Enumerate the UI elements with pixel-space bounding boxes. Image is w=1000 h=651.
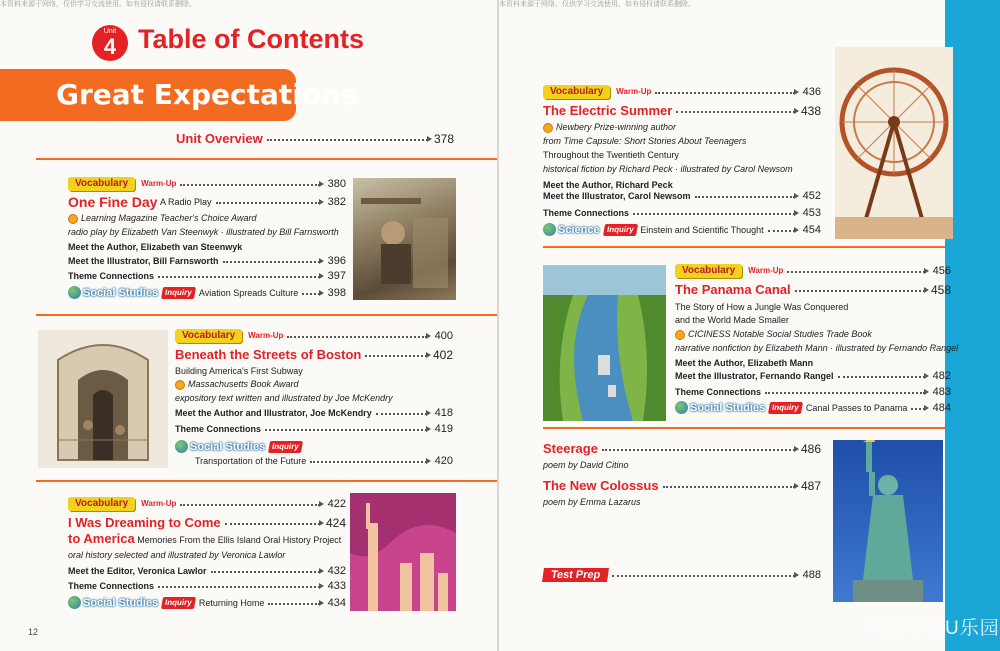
toc-entry-dreaming[interactable]: I Was Dreaming to Come 424	[68, 515, 346, 530]
from-line: from Time Capsule: Short Stories About Teenagers	[543, 136, 747, 146]
toc-entry-test-prep[interactable]: Test Prep 488	[543, 568, 821, 582]
divider	[36, 480, 497, 482]
divider	[543, 246, 945, 248]
page-number: 12	[28, 627, 39, 637]
entry-title: Unit Overview	[176, 131, 263, 146]
toc-entry-panama-canal[interactable]: The Panama Canal 458	[675, 282, 951, 297]
toc-entry-meet-author[interactable]: Meet the Author and Illustrator, Joe McKendry 418	[175, 407, 453, 419]
award-line: Learning Magazine Teacher's Choice Award	[68, 212, 257, 224]
unit-banner	[0, 69, 358, 121]
toc-entry-inquiry[interactable]: Transportation of the Future 420	[195, 455, 453, 467]
toc-entry-vocab[interactable]: Vocabulary Warm-Up 456	[675, 264, 951, 278]
entry-page: 378	[433, 132, 454, 146]
toc-entry-inquiry[interactable]: Social Studies Inquiry Returning Home 434	[68, 596, 346, 609]
globe-icon	[68, 286, 81, 299]
toc-entry-new-colossus[interactable]: The New Colossus 487	[543, 478, 821, 493]
award-icon	[175, 380, 185, 390]
right-page	[499, 0, 959, 651]
credit-line: radio play by Elizabeth Van Steenwyk · illustrated by Bill Farnsworth	[68, 227, 339, 237]
credit-line: poem by David Citino	[543, 460, 629, 470]
unit-label: Unit	[103, 28, 117, 35]
toc-entry-steerage[interactable]: Steerage 486	[543, 441, 821, 456]
entry-page: 380	[327, 178, 346, 190]
award-line: CICINESS Notable Social Studies Trade Book	[675, 328, 872, 340]
globe-icon	[68, 596, 81, 609]
subway-tunnel-illustration	[38, 330, 168, 468]
toc-entry-vocab[interactable]	[68, 177, 346, 191]
meet-author: Meet the Author, Elizabeth Mann	[675, 358, 814, 368]
top-note: 本资料来源于网络，仅供学习交流使用。如有侵权请联系删除。	[499, 1, 695, 8]
toc-entry-vocab[interactable]: Vocabulary Warm-Up 400	[175, 329, 453, 343]
entry-title: One Fine Day	[68, 194, 158, 210]
toc-entry-meet-illustrator[interactable]: Meet the Illustrator, Bill Farnsworth 396	[68, 255, 346, 267]
award-icon	[543, 123, 553, 133]
from-line-2: Throughout the Twentieth Century	[543, 150, 679, 160]
toc-entry-unit-overview[interactable]	[176, 133, 454, 145]
toc-entry-vocab[interactable]: Vocabulary Warm-Up 422	[68, 497, 346, 511]
panama-canal-illustration	[543, 265, 666, 421]
toc-entry-meet-editor[interactable]: Meet the Editor, Veronica Lawlor 432	[68, 565, 346, 577]
award-icon	[68, 214, 78, 224]
divider	[543, 427, 945, 429]
toc-entry-inquiry[interactable]: Social Studies Inquiry Canal Passes to Panama 484	[675, 401, 951, 414]
meet-author: Meet the Author, Elizabeth van Steenwyk	[68, 242, 243, 252]
toc-entry-electric-summer[interactable]: The Electric Summer 438	[543, 103, 821, 118]
unit-banner-title: Great Expectations	[56, 78, 358, 111]
subtitle-2: and the World Made Smaller	[675, 315, 789, 325]
warmup-label: Warm-Up	[248, 331, 284, 340]
subtitle: The Story of How a Jungle Was Conquered	[675, 302, 849, 312]
award-line: Newbery Prize-winning author	[543, 121, 676, 133]
inquiry-label: Social Studies Inquiry	[175, 440, 306, 453]
toc-entry-theme[interactable]: Theme Connections 397	[68, 270, 346, 282]
toc-entry-theme[interactable]: Theme Connections 433	[68, 580, 346, 592]
left-page	[0, 0, 497, 651]
vocab-tag: Vocabulary	[175, 329, 242, 343]
warmup-label: Warm-Up	[141, 179, 177, 188]
entry-page: 382	[327, 196, 346, 208]
award-icon	[675, 330, 685, 340]
globe-icon	[675, 401, 688, 414]
globe-icon	[175, 440, 188, 453]
inquiry-tag: Inquiry	[161, 287, 196, 299]
top-note: 本资料来源于网络，仅供学习交流使用。如有侵权请联系删除。	[0, 1, 196, 8]
toc-title: Table of Contents	[138, 24, 364, 54]
statue-of-liberty-illustration	[350, 493, 456, 611]
credit-line: oral history selected and illustrated by Veronica Lawlor	[68, 550, 286, 560]
divider	[36, 158, 497, 160]
subject-label: Social Studies	[83, 286, 159, 299]
toc-entry-theme[interactable]: Theme Connections 419	[175, 423, 453, 435]
divider	[36, 314, 497, 316]
meet-author: Meet the Author, Richard Peck	[543, 180, 673, 190]
watermark: 啊啊学语U乐园	[865, 618, 1000, 639]
credit-line: historical fiction by Richard Peck · illustrated by Carol Newsom	[543, 164, 793, 174]
toc-entry-theme[interactable]: Theme Connections 483	[675, 386, 951, 398]
toc-entry-theme[interactable]: Theme Connections 453	[543, 207, 821, 219]
statue-of-liberty-photo	[833, 440, 943, 602]
vocab-tag: Vocabulary	[68, 177, 135, 191]
title-continued: to America Memories From the Ellis Island Oral History Project	[68, 531, 342, 546]
toc-entry-inquiry[interactable]: Science Inquiry Einstein and Scientific Thought 454	[543, 223, 821, 236]
one-fine-day-illustration	[353, 178, 456, 300]
unit-number: 4	[103, 34, 117, 59]
toc-entry-inquiry[interactable]: Social Studies Inquiry Aviation Spreads Culture 398	[68, 286, 346, 299]
science-icon	[543, 223, 556, 236]
toc-entry-meet-illustrator[interactable]: Meet the Illustrator, Fernando Rangel 482	[675, 370, 951, 382]
credit-line: expository text written and illustrated by Joe McKendry	[175, 393, 393, 403]
subtitle: Building America's First Subway	[175, 366, 303, 376]
credit-line: narrative nonfiction by Elizabeth Mann · illustrated by Fernando Rangel	[675, 343, 959, 353]
ferris-wheel-illustration	[835, 47, 953, 239]
toc-entry-beneath-streets[interactable]: Beneath the Streets of Boston 402	[175, 347, 453, 362]
test-prep-tag: Test Prep	[542, 568, 609, 582]
unit-badge	[92, 25, 128, 61]
toc-entry-vocab[interactable]: Vocabulary Warm-Up 436	[543, 85, 821, 99]
entry-subtitle: A Radio Play	[159, 197, 212, 207]
credit-line: poem by Emma Lazarus	[543, 497, 641, 507]
toc-entry-meet-illustrator[interactable]: Meet the Illustrator, Carol Newsom 452	[543, 190, 821, 202]
award-line: Massachusetts Book Award	[175, 378, 299, 390]
toc-entry-one-fine-day[interactable]	[68, 196, 346, 208]
